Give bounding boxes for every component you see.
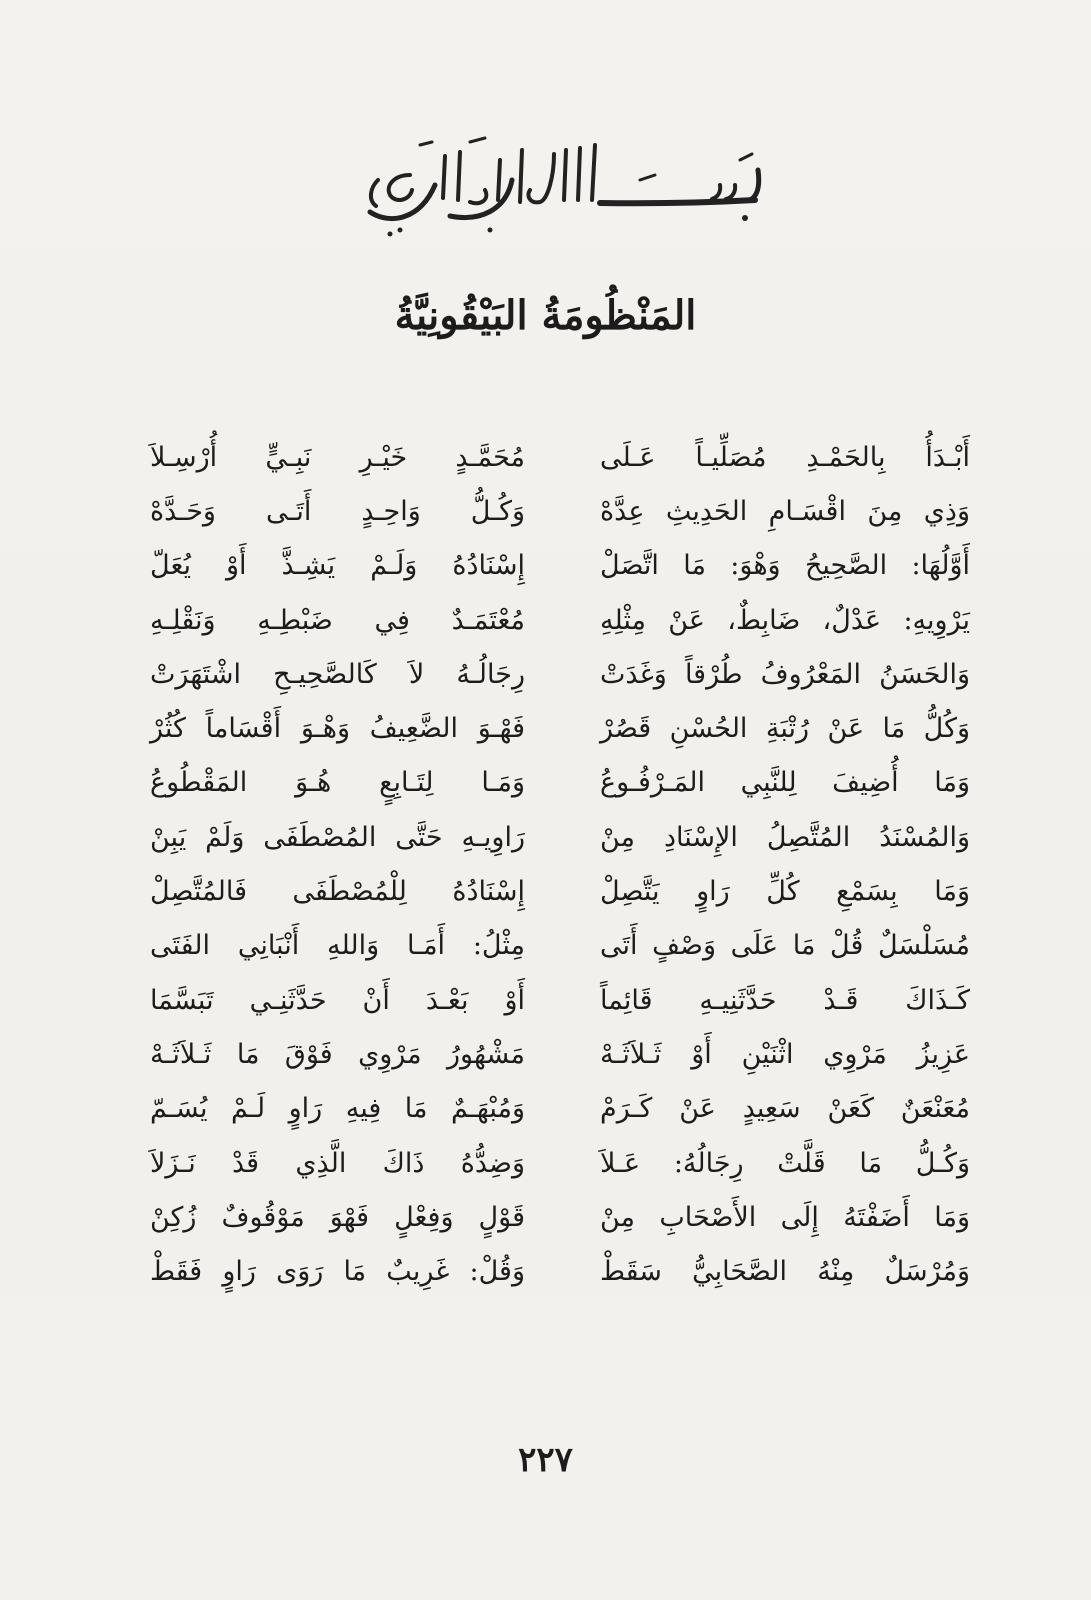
verse-second-hemistich: رِجَالُـهُ لاَ كَالصَّحِيـحِ اشْتَهَرَتْ bbox=[150, 658, 525, 690]
verse-second-hemistich: مَشْهُورُ مَرْوِي فَوْقَ مَا ثَـلاَثَـهْ bbox=[150, 1038, 525, 1070]
verse-second-hemistich: وَمَـا لِتَـابِعٍ هُـوَ المَقْطُوعُ bbox=[150, 767, 525, 799]
verse bbox=[150, 973, 970, 1027]
verse bbox=[150, 430, 970, 484]
verse bbox=[150, 1244, 970, 1298]
basmala-calligraphy bbox=[340, 130, 770, 250]
verse-first-hemistich: وَمَا أُضِيفَ لِلنَّبِي المَـرْفُـوعُ bbox=[600, 767, 970, 799]
verse bbox=[150, 756, 970, 810]
verse-first-hemistich: مُعَنْعَنٌ كَعَنْ سَعِيدٍ عَنْ كَـرَمْ bbox=[600, 1093, 970, 1125]
poem-title: المَنْظُومَةُ البَيْقُونِيَّةُ bbox=[394, 292, 697, 339]
verse-second-hemistich: إِسْنَادُهُ وَلَـمْ يَشِـذَّ أَوْ يُعَلّ bbox=[150, 550, 525, 582]
verse-second-hemistich: وَقُلْ: غَرِيبٌ مَا رَوَى رَاوٍ فَقَطْ bbox=[150, 1256, 525, 1288]
verse bbox=[150, 810, 970, 864]
verse bbox=[150, 539, 970, 593]
verse bbox=[150, 1190, 970, 1244]
verse-first-hemistich: أَبْـدَأُ بِالحَمْـدِ مُصَلِّيـاً عَـلَى bbox=[600, 441, 970, 473]
verse-second-hemistich: مُحَمَّـدٍ خَيْـرِ نَبِـيٍّ أُرْسِـلاَ bbox=[150, 441, 525, 473]
verse-first-hemistich: وَمَا أَضَفْتَهُ إِلَى الأَصْحَابِ مِنْ bbox=[600, 1201, 970, 1233]
verse-first-hemistich: كَـذَاكَ قَـدْ حَدَّثَنِيـهِ قَائِماً bbox=[600, 984, 970, 1016]
verse-second-hemistich: وَمُبْهَـمٌ مَا فِيهِ رَاوٍ لَـمْ يُسَـمّ bbox=[150, 1093, 525, 1125]
verse bbox=[150, 484, 970, 538]
verse bbox=[150, 593, 970, 647]
verse bbox=[150, 647, 970, 701]
verse bbox=[150, 1136, 970, 1190]
verse-second-hemistich: وَضِدُّهُ ذَاكَ الَّذِي قَدْ نَـزَلاَ bbox=[150, 1147, 525, 1179]
verse-second-hemistich: إِسْنَادُهُ لِلْمُصْطَفَى فَالمُتَّصِلْ bbox=[150, 876, 525, 908]
verse bbox=[150, 1082, 970, 1136]
page-number: ٢٢٧ bbox=[518, 1440, 573, 1480]
verse-first-hemistich: وَمَا بِسَمْعِ كُلِّ رَاوٍ يَتَّصِلْ bbox=[600, 876, 970, 908]
verse-first-hemistich: وَالمُسْنَدُ المُتَّصِلُ الإِسْنَادِ مِنْ bbox=[600, 821, 970, 853]
verse-first-hemistich: وَالحَسَنُ المَعْرُوفُ طُرْقاً وَغَدَتْ bbox=[600, 658, 970, 690]
verse-first-hemistich: وَكُـلُّ مَا قَلَّتْ رِجَالُهُ: عَـلاَ bbox=[600, 1147, 970, 1179]
verse-first-hemistich: وَمُرْسَلٌ مِنْهُ الصَّحَابِيُّ سَقَطْ bbox=[600, 1256, 970, 1288]
verse-first-hemistich: وَذِي مِنَ اقْسَـامِ الحَدِيثِ عِدَّهْ bbox=[600, 495, 970, 527]
verse-second-hemistich: رَاوِيـهِ حَتَّى المُصْطَفَى وَلَمْ يَبِنْ bbox=[150, 821, 525, 853]
verse bbox=[150, 701, 970, 755]
verse-first-hemistich: مُسَلْسَلٌ قُلْ مَا عَلَى وَصْفٍ أَتَى bbox=[600, 930, 970, 962]
verse bbox=[150, 919, 970, 973]
verse-second-hemistich: فَهْـوَ الضَّعِيفُ وَهْـوَ أَقْسَاماً كُثُرْ bbox=[150, 713, 525, 745]
verse-second-hemistich: أَوْ بَعْـدَ أَنْ حَدَّثَنِـي تَبَسَّمَا bbox=[150, 984, 525, 1016]
verse bbox=[150, 1027, 970, 1081]
verse-second-hemistich: قَوْلٍ وَفِعْلٍ فَهْوَ مَوْقُوفٌ زُكِنْ bbox=[150, 1201, 525, 1233]
verse-second-hemistich: مِثْلُ: أَمَـا وَاللهِ أَنْبَانِي الفَتَى bbox=[150, 930, 525, 962]
basmala-calligraphy-image bbox=[340, 130, 770, 250]
poem-verses bbox=[150, 430, 970, 1299]
verse-first-hemistich: أَوَّلُهَا: الصَّحِيحُ وَهْوَ: مَا اتَّصَلْ bbox=[600, 550, 970, 582]
verse-second-hemistich: مُعْتَمَـدٌ فِي ضَبْطِـهِ وَنَقْلِـهِ bbox=[150, 604, 525, 636]
verse-second-hemistich: وَكُـلُّ وَاحِـدٍ أَتَـى وَحَـدَّهْ bbox=[150, 495, 525, 527]
verse bbox=[150, 864, 970, 918]
verse-first-hemistich: وَكُلُّ مَا عَنْ رُتْبَةِ الحُسْنِ قَصُرْ bbox=[600, 713, 970, 745]
verse-first-hemistich: عَزِيزُ مَرْوِي اثْنَيْنِ أَوْ ثَـلاَثَـهْ bbox=[600, 1038, 970, 1070]
verse-first-hemistich: يَرْوِيهِ: عَدْلٌ، ضَابِطٌ، عَنْ مِثْلِهِ bbox=[600, 604, 970, 636]
